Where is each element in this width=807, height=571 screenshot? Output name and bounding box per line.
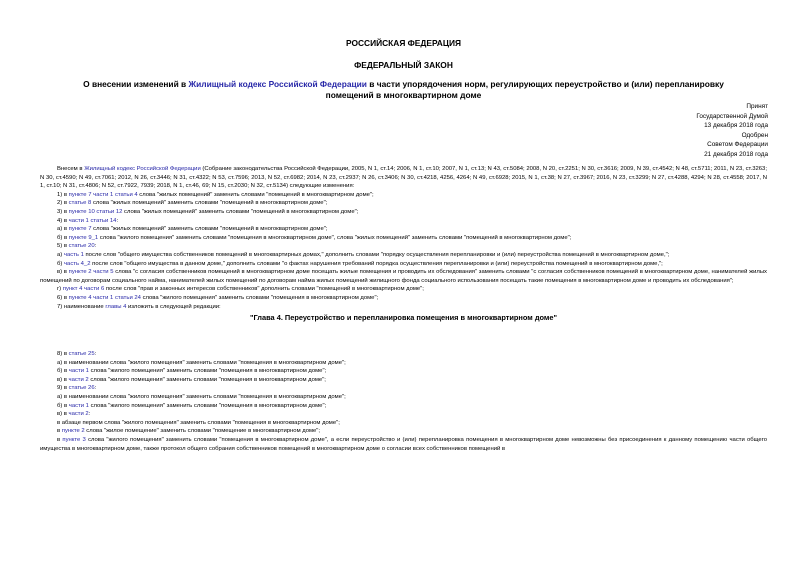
law-reference-link[interactable]: статье 26	[68, 385, 95, 392]
adoption-line: Государственной Думой	[696, 112, 768, 120]
law-reference-link[interactable]: статье 8	[68, 200, 92, 207]
paragraph-text: б) в	[57, 402, 69, 409]
law-reference-link[interactable]: Жилищный кодекс Российской Федерации	[84, 166, 201, 172]
law-reference-link[interactable]: главы 4	[105, 303, 127, 310]
paragraph-text: 6) в	[57, 294, 69, 301]
law-reference-link[interactable]: части 1 статьи 14	[68, 217, 117, 224]
paragraph-text: 9) в	[57, 385, 69, 392]
paragraph-text: :	[94, 385, 97, 392]
paragraph-text: после слов "общего имущества собственников помещений в многоквартирных домах," дополнить словами "порядку осуществления перепланировки и (или) переустройства помещений в многоквартирном доме,";	[83, 251, 670, 258]
paragraph-text: в) в	[57, 411, 69, 418]
country-heading: РОССИЙСКАЯ ФЕДЕРАЦИЯ	[345, 38, 462, 48]
amendment-paragraph	[40, 367, 767, 376]
paragraph-text: :	[88, 411, 91, 418]
paragraph-text: 5) в	[57, 243, 69, 250]
law-reference-link[interactable]: пункте 10 статьи 12	[68, 208, 123, 215]
amendment-paragraph	[40, 251, 767, 260]
paragraph-text: а)	[57, 251, 64, 258]
paragraph-text: слова "жилых помещений" заменить словами "помещений в многоквартирном доме";	[137, 191, 374, 198]
law-reference-link[interactable]: пункте 7	[68, 226, 92, 233]
amendment-paragraph	[40, 260, 767, 269]
paragraph-text: а) в наименовании слова "жилого помещения" заменить словами "помещения в многоквартирном доме";	[57, 359, 346, 366]
amendment-paragraph	[40, 303, 767, 312]
law-reference-link[interactable]: пункте 2	[61, 428, 85, 435]
amendment-paragraph	[40, 359, 767, 368]
paragraph-text: в	[57, 437, 63, 444]
amendment-paragraph	[40, 234, 767, 243]
amendment-paragraph	[40, 199, 767, 208]
paragraph-text: а) в наименовании слова "жилого помещения" заменить словами "помещения в многоквартирном доме";	[57, 394, 346, 401]
paragraph-text: после слов "общего имущества в данном доме," дополнить словами "о фактах нарушения требований порядка осуществления перепланировки и (или) переустройства помещений в многоквартирном доме,";	[90, 260, 663, 267]
law-title	[60, 79, 747, 101]
law-reference-link[interactable]: пункте 9_1	[68, 234, 99, 241]
paragraph-text: после слов "прав и законных интересов собственников" дополнить словами "помещений в многоквартирном доме";	[104, 286, 424, 293]
amendment-paragraph	[40, 285, 767, 294]
paragraph-text: слова "жилого помещения" заменить словами "помещения в многоквартирном доме", слова "жилых помещений" заменить словами "помещений в многоквартирном доме";	[98, 234, 572, 241]
amendment-paragraph	[40, 419, 767, 428]
amendment-paragraph	[40, 242, 767, 251]
paragraph-text: :	[94, 351, 97, 358]
amendment-paragraph	[40, 191, 767, 200]
amendment-paragraph	[40, 436, 767, 453]
law-reference-link[interactable]: части 2	[68, 376, 89, 383]
amendment-paragraph	[40, 376, 767, 385]
adoption-line: Одобрен	[741, 131, 768, 139]
paragraph-text: слова "жилого помещения" заменить словами "помещения в многоквартирном доме";	[88, 402, 327, 409]
adoption-block	[696, 102, 768, 159]
adoption-line: Принят	[746, 103, 768, 110]
doc-type-heading: ФЕДЕРАЛЬНЫЙ ЗАКОН	[354, 60, 453, 70]
amendment-paragraph	[40, 165, 767, 191]
amendment-paragraph	[40, 350, 767, 359]
paragraph-text: слова "жилых помещений" заменить словами "помещений в многоквартирном доме";	[122, 208, 359, 215]
amendment-paragraph	[40, 217, 767, 226]
paragraph-text: (Собрание законодательства Российской Федерации, 2005, N 1, ст.14; 2006, N 1, ст.10; 2007, N 1, ст.13; N 43, ст.5084; 2008, N 20, ст.2251; N 30, ст.3616; 2009, N 39, ст.4542; N 48, ст.5711; 2011, N 23, ст.3263; N 30, ст.4590; N 49, ст.7061; 2012, N 26, ст.3446; N 31, ст.4322; N 53, ст.7596; 2013, N 52, ст.6982; 2014, N 23, ст.2937; N 26, ст.3406; N 30, ст.4218, 4256, 4264; N 49, ст.6928; 2015, N 1, ст.38; N 27, ст.3967; 2016, N 23, ст.3299; N 27, ст.4288, 4294; N 28, ст.4558; 2017, N 1, ст.10; N 31, ст.4806; N 52, ст.7922, 7939; 2018, N 1, ст.46, 69; N 15, ст.2030; N 32, ст.5134) следующие изменения:	[40, 166, 767, 190]
paragraph-text: слова "с согласия собственников помещений в многоквартирном доме посещать жилые помещения и проводить их обследования" заменить словами "с согласия собственников помещений в многоквартирном доме, нанимателей жилых помещений по договорам социального найма, нанимателей жилых помещений по договорам найма жилых помещений жилищного фонда социального использования посещать такие помещения в многоквартирном доме и проводить их обследования";	[40, 269, 767, 284]
law-reference-link[interactable]: статье 20	[68, 243, 95, 250]
amendment-paragraph	[40, 393, 767, 402]
law-reference-link[interactable]: пункте 3	[62, 437, 86, 444]
law-reference-link[interactable]: часть 1	[63, 251, 84, 258]
law-reference-link[interactable]: части 1	[68, 368, 89, 375]
law-reference-link[interactable]: части 2	[68, 411, 89, 418]
law-reference-link[interactable]: части 1	[68, 402, 89, 409]
paragraph-text: в) в	[57, 376, 69, 383]
amendment-paragraph	[40, 225, 767, 234]
housing-code-link[interactable]: Жилищный кодекс Российской Федерации	[188, 79, 367, 89]
paragraph-text: слова "жилого помещения" заменить словами "помещения в многоквартирном доме";	[140, 294, 379, 301]
amendment-paragraph	[40, 268, 767, 285]
adoption-line: 21 декабря 2018 года	[704, 150, 768, 158]
law-reference-link[interactable]: часть 4_2	[63, 260, 91, 267]
amendment-paragraph	[40, 410, 767, 419]
adoption-line: Советом Федерации	[707, 141, 768, 148]
paragraph-text: Внесем в	[57, 166, 85, 172]
paragraph-text: в	[57, 428, 62, 435]
amendment-paragraph	[40, 208, 767, 217]
amendment-paragraph	[40, 427, 767, 436]
paragraph-text: 2) в	[57, 200, 69, 207]
law-body	[40, 165, 767, 453]
chapter-title: "Глава 4. Переустройство и перепланировка помещения в многоквартирном доме"	[249, 313, 558, 323]
law-reference-link[interactable]: статье 25	[68, 351, 95, 358]
paragraph-text: г)	[57, 286, 63, 293]
paragraph-text: слова "жилого помещения" заменить словами "помещения в многоквартирном доме";	[88, 368, 327, 375]
paragraph-text: 8) в	[57, 351, 69, 358]
law-reference-link[interactable]: пункте 4 части 1 статьи 24	[68, 294, 141, 301]
paragraph-text: в) в	[57, 269, 69, 276]
paragraph-text: а) в	[57, 226, 69, 233]
amendment-paragraph	[40, 402, 767, 411]
law-reference-link[interactable]: пункте 7 части 1 статьи 4	[68, 191, 138, 198]
paragraph-text: 4) в	[57, 217, 69, 224]
paragraph-text: слова "жилого помещения" заменить словами "помещения в многоквартирном доме";	[88, 376, 326, 383]
paragraph-text: слова "жилого помещения" заменить словами "помещения в многоквартирном доме", а если переустройство и (или) перепланировка помещения в многоквартирном доме невозможны без присоединения к данному помещению части общего имущества в многоквартирном доме, также протокол общего собрания собственников помещений в многоквартирном доме о согласии всех собственников помещений в	[40, 437, 767, 452]
law-title-post: в части упорядочения норм, регулирующих переустройство и (или) перепланировку помещений в многоквартирном доме	[325, 79, 724, 100]
spacer	[40, 325, 767, 350]
paragraph-text: слова "жилых помещений" заменить словами "помещений в многоквартирном доме";	[91, 200, 328, 207]
amendments-part-1	[40, 165, 767, 311]
paragraph-text: слова "жилых помещений" заменить словами "помещений в многоквартирном доме";	[91, 226, 328, 233]
paragraph-text: :	[116, 217, 119, 224]
paragraph-text: 1) в	[57, 191, 69, 198]
paragraph-text: слова "жилое помещение" заменить словами "помещение в многоквартирном доме";	[84, 428, 321, 435]
paragraph-text: изложить в следующей редакции:	[126, 303, 221, 310]
paragraph-text: 7) наименование	[57, 303, 106, 310]
law-reference-link[interactable]: пункт 4 части 6	[62, 286, 105, 293]
amendment-paragraph	[40, 384, 767, 393]
adoption-line: 13 декабря 2018 года	[704, 122, 768, 129]
paragraph-text: б) в	[57, 368, 69, 375]
paragraph-text: б) в	[57, 234, 69, 241]
amendments-part-2	[40, 350, 767, 453]
paragraph-text: в абзаце первом слова "жилого помещения" заменить словами "помещения в многоквартирном доме";	[57, 419, 340, 426]
paragraph-text: 3) в	[57, 208, 69, 215]
paragraph-text: :	[94, 243, 97, 250]
amendment-paragraph	[40, 294, 767, 303]
law-reference-link[interactable]: пункте 2 части 5	[68, 269, 114, 276]
paragraph-text: б)	[57, 260, 64, 267]
law-title-pre: О внесении изменений в	[83, 79, 189, 89]
